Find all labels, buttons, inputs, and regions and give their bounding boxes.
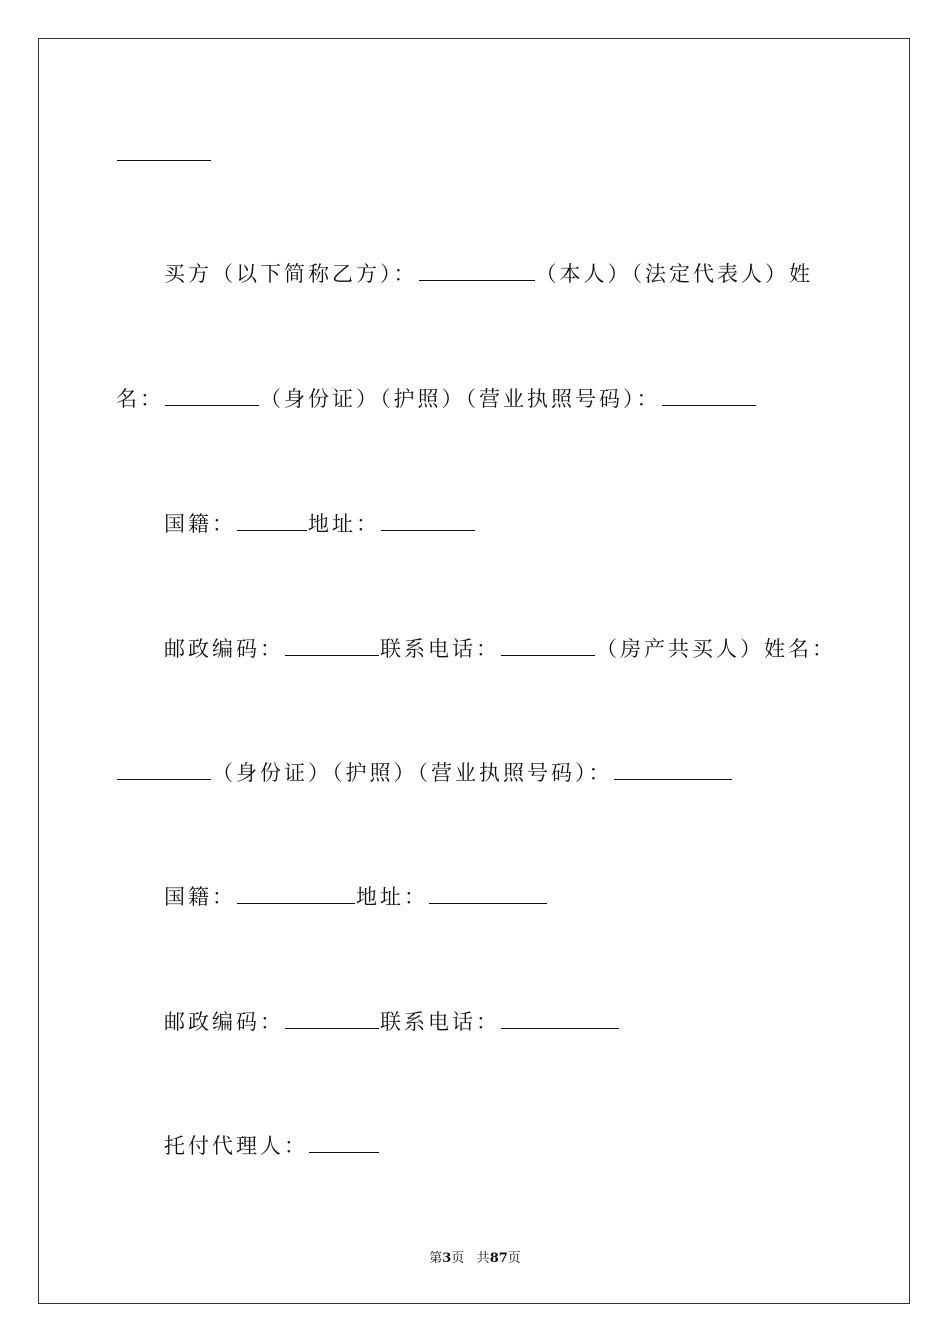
total-prefix: 共 [476,1251,490,1266]
address-label: 地址： [356,885,428,909]
fill-blank[interactable] [165,385,259,406]
page-border [38,38,910,1304]
fill-blank[interactable] [117,759,211,780]
total-unit: 页 [507,1251,521,1266]
cobuyer-label: （房产共买人）姓名： [596,637,836,661]
line-nationality-address-2 [164,883,548,911]
fill-blank[interactable] [419,260,535,281]
id-types-label: （身份证）（护照）（营业执照号码）： [260,387,661,411]
nationality-label: 国籍： [164,512,236,536]
address-label: 地址： [308,512,380,536]
fill-blank[interactable] [309,1132,379,1153]
line-postcode-phone-2 [164,1008,620,1036]
postcode-label: 邮政编码： [164,1010,284,1034]
line-cobuyer-id [116,759,733,787]
name-label: 名： [116,387,164,411]
agent-label: 托付代理人： [164,1134,308,1158]
buyer-self-label: （本人）（法定代表人）姓 [535,262,813,286]
fill-blank[interactable] [237,883,355,904]
buyer-label: 买方（以下简称乙方）： [164,262,418,286]
page-current: 3 [442,1251,452,1266]
fill-blank[interactable] [285,1008,379,1029]
line-postcode-phone [164,635,836,663]
page-prefix: 第 [429,1251,443,1266]
fill-blank[interactable] [501,1008,619,1029]
page-unit: 页 [451,1251,465,1266]
page-footer [0,1247,950,1266]
line-blank-top [116,140,212,168]
postcode-label: 邮政编码： [164,637,284,661]
fill-blank[interactable] [237,510,307,531]
nationality-label: 国籍： [164,885,236,909]
fill-blank[interactable] [381,510,475,531]
fill-blank[interactable] [117,140,211,161]
fill-blank[interactable] [429,883,547,904]
phone-label: 联系电话： [380,637,500,661]
line-buyer [164,260,813,288]
id-types-label: （身份证）（护照）（营业执照号码）： [212,761,613,785]
fill-blank[interactable] [614,759,732,780]
phone-label: 联系电话： [380,1010,500,1034]
fill-blank[interactable] [501,635,595,656]
line-name-id [116,385,757,413]
page-total: 87 [489,1251,508,1266]
line-agent [164,1132,380,1160]
fill-blank[interactable] [285,635,379,656]
line-nationality-address [164,510,476,538]
fill-blank[interactable] [662,385,756,406]
